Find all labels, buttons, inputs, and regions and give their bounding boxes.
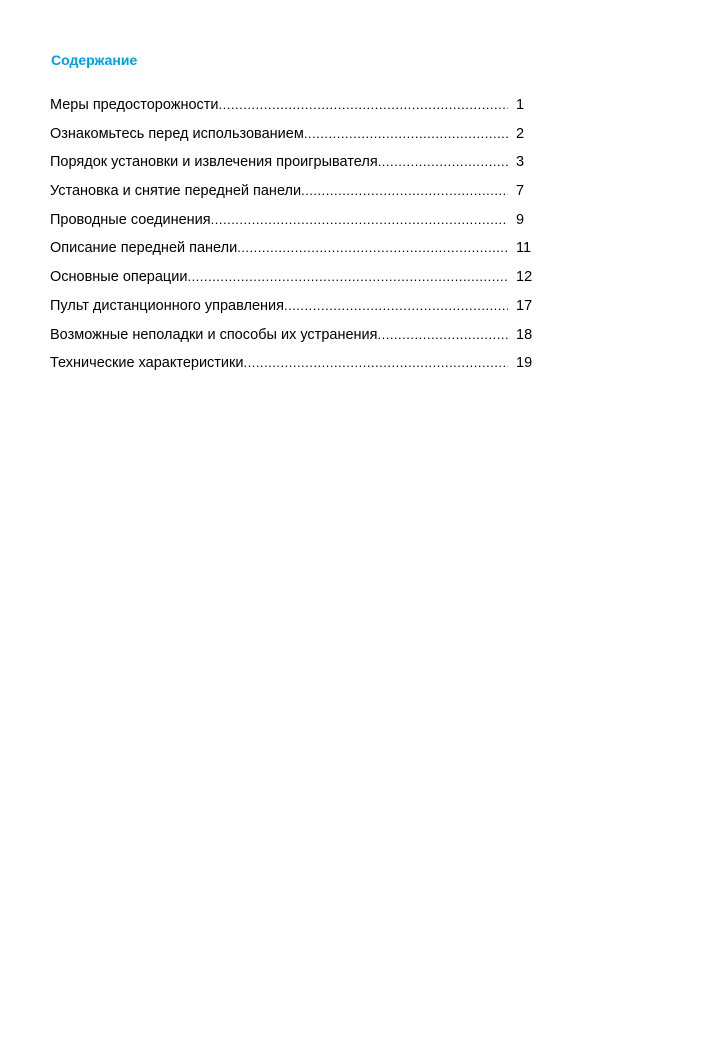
- table-of-contents: [50, 96, 540, 383]
- toc-entry-title: Меры предосторожности: [50, 97, 219, 113]
- toc-entry[interactable]: [50, 297, 540, 326]
- toc-heading: Содержание: [51, 52, 138, 68]
- toc-entry-page: 9: [516, 211, 525, 228]
- toc-entry-page: 12: [516, 269, 533, 286]
- toc-entry[interactable]: [50, 326, 540, 355]
- toc-entry-page: 7: [516, 183, 525, 200]
- toc-entry-title: Пульт дистанционного управления: [50, 297, 284, 314]
- toc-entry-title: Основные операции: [50, 269, 188, 286]
- toc-dot-leader: [304, 125, 508, 143]
- toc-dot-leader: [378, 153, 508, 171]
- toc-dot-leader: [219, 96, 508, 114]
- toc-entry-page: 19: [516, 355, 533, 372]
- toc-entry-title: Возможные неполадки и способы их устранения: [50, 326, 378, 343]
- toc-entry-title: Ознакомьтесь перед использованием: [50, 125, 304, 142]
- toc-entry-title: Технические характеристики: [50, 355, 244, 372]
- toc-entry-title: Установка и снятие передней панели: [50, 183, 302, 200]
- toc-entry-title: Проводные соединения: [50, 211, 211, 228]
- toc-entry-page: 1: [516, 97, 525, 113]
- toc-entry[interactable]: [50, 211, 540, 240]
- toc-entry-page: 3: [516, 154, 525, 171]
- toc-entry-page: 2: [516, 125, 525, 142]
- toc-dot-leader: [284, 297, 508, 315]
- toc-dot-leader: [301, 182, 508, 200]
- toc-dot-leader: [211, 211, 508, 229]
- toc-entry-page: 17: [516, 297, 533, 314]
- toc-entry[interactable]: [50, 239, 540, 268]
- toc-dot-leader: [377, 326, 508, 344]
- toc-entry[interactable]: [50, 268, 540, 297]
- toc-entry[interactable]: [50, 153, 540, 182]
- toc-entry[interactable]: [50, 125, 540, 154]
- toc-entry[interactable]: [50, 182, 540, 211]
- toc-entry-page: 11: [516, 240, 532, 257]
- toc-entry-page: 18: [516, 326, 533, 343]
- toc-entry[interactable]: [50, 96, 540, 125]
- toc-dot-leader: [237, 239, 508, 257]
- toc-entry[interactable]: [50, 354, 540, 383]
- toc-entry-title: Описание передней панели: [50, 240, 238, 257]
- toc-dot-leader: [243, 354, 508, 372]
- toc-dot-leader: [187, 268, 508, 286]
- toc-entry-title: Порядок установки и извлечения проигрывателя: [50, 154, 378, 171]
